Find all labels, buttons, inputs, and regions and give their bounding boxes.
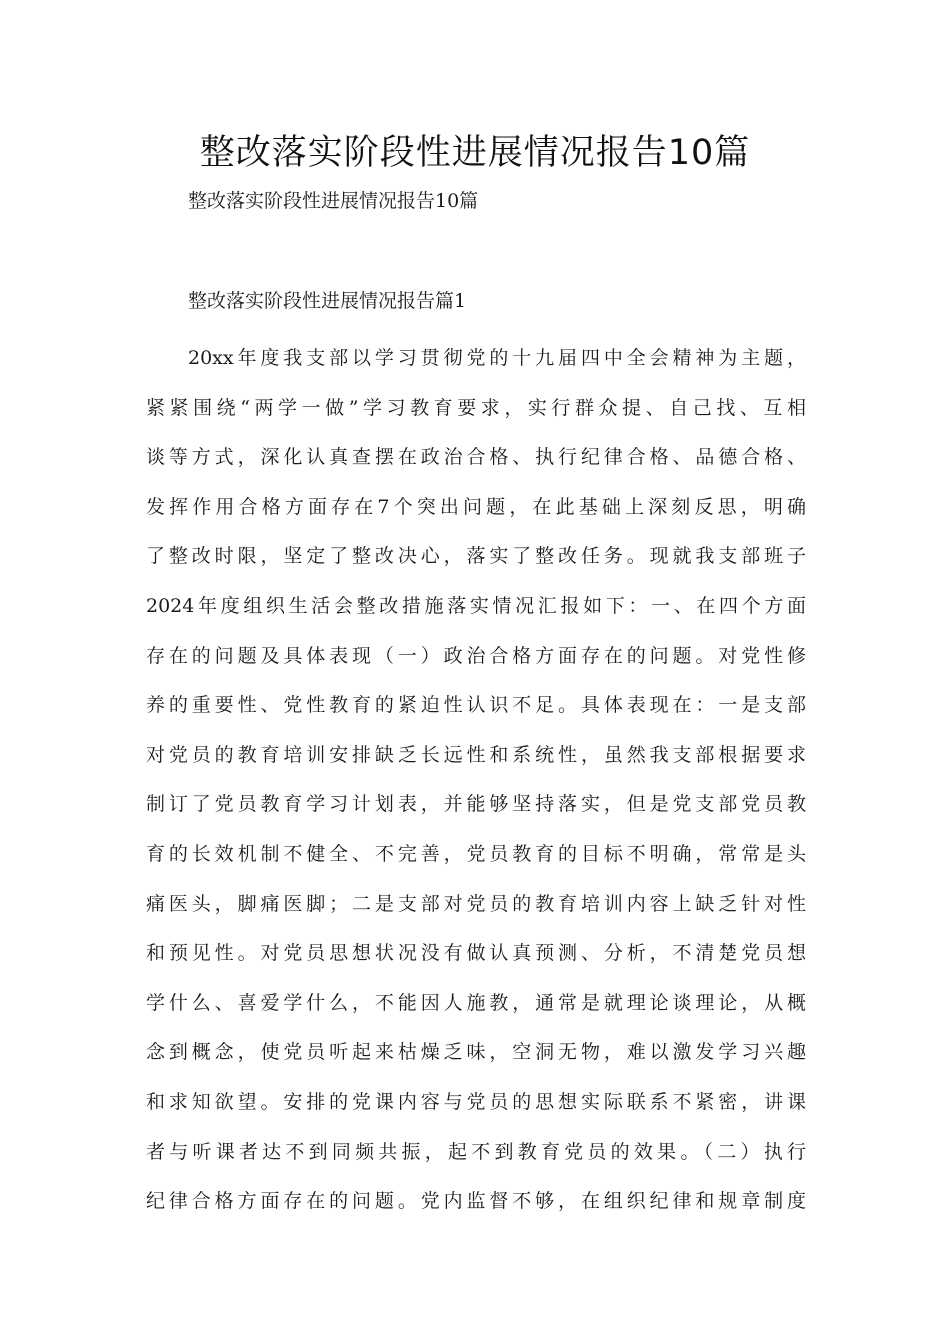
body-line: 20xx年度我支部以学习贯彻党的十九届四中全会精神为主题， <box>188 347 806 369</box>
body-line: 学什么、喜爱学什么，不能因人施教，通常是就理论谈理论，从概 <box>146 991 806 1014</box>
body-line: 谈等方式，深化认真查摆在政治合格、执行纪律合格、品德合格、 <box>146 446 806 469</box>
body-line: 发挥作用合格方面存在7个突出问题，在此基础上深刻反思，明确 <box>146 495 806 518</box>
body-line: 育的长效机制不健全、不完善，党员教育的目标不明确，常常是头 <box>146 842 806 865</box>
body-line: 和求知欲望。安排的党课内容与党员的思想实际联系不紧密，讲课 <box>146 1090 806 1113</box>
body-line: 存在的问题及具体表现（一）政治合格方面存在的问题。对党性修 <box>146 644 806 667</box>
body-paragraph <box>146 334 806 1227</box>
document-subtitle: 整改落实阶段性进展情况报告10篇 <box>188 190 479 212</box>
body-line: 念到概念，使党员听起来枯燥乏味，空洞无物，难以激发学习兴趣 <box>146 1041 806 1064</box>
body-line: 了整改时限，坚定了整改决心，落实了整改任务。现就我支部班子 <box>146 545 806 568</box>
body-line: 者与听课者达不到同频共振，起不到教育党员的效果。（二）执行 <box>146 1140 806 1163</box>
body-line: 和预见性。对党员思想状况没有做认真预测、分析，不清楚党员想 <box>146 942 806 965</box>
body-line: 痛医头，脚痛医脚；二是支部对党员的教育培训内容上缺乏针对性 <box>146 892 806 915</box>
body-line: 紧紧围绕“两学一做”学习教育要求，实行群众提、自己找、互相 <box>146 396 806 419</box>
section-heading: 整改落实阶段性进展情况报告篇1 <box>188 290 467 312</box>
body-line: 制订了党员教育学习计划表，并能够坚持落实，但是党支部党员教 <box>146 793 806 816</box>
body-line: 对党员的教育培训安排缺乏长远性和系统性，虽然我支部根据要求 <box>146 743 806 766</box>
body-line: 养的重要性、党性教育的紧迫性认识不足。具体表现在：一是支部 <box>146 694 806 717</box>
body-line: 2024年度组织生活会整改措施落实情况汇报如下：一、在四个方面 <box>146 594 806 617</box>
body-line: 纪律合格方面存在的问题。党内监督不够，在组织纪律和规章制度 <box>146 1190 806 1213</box>
document-title: 整改落实阶段性进展情况报告10篇 <box>199 133 751 173</box>
